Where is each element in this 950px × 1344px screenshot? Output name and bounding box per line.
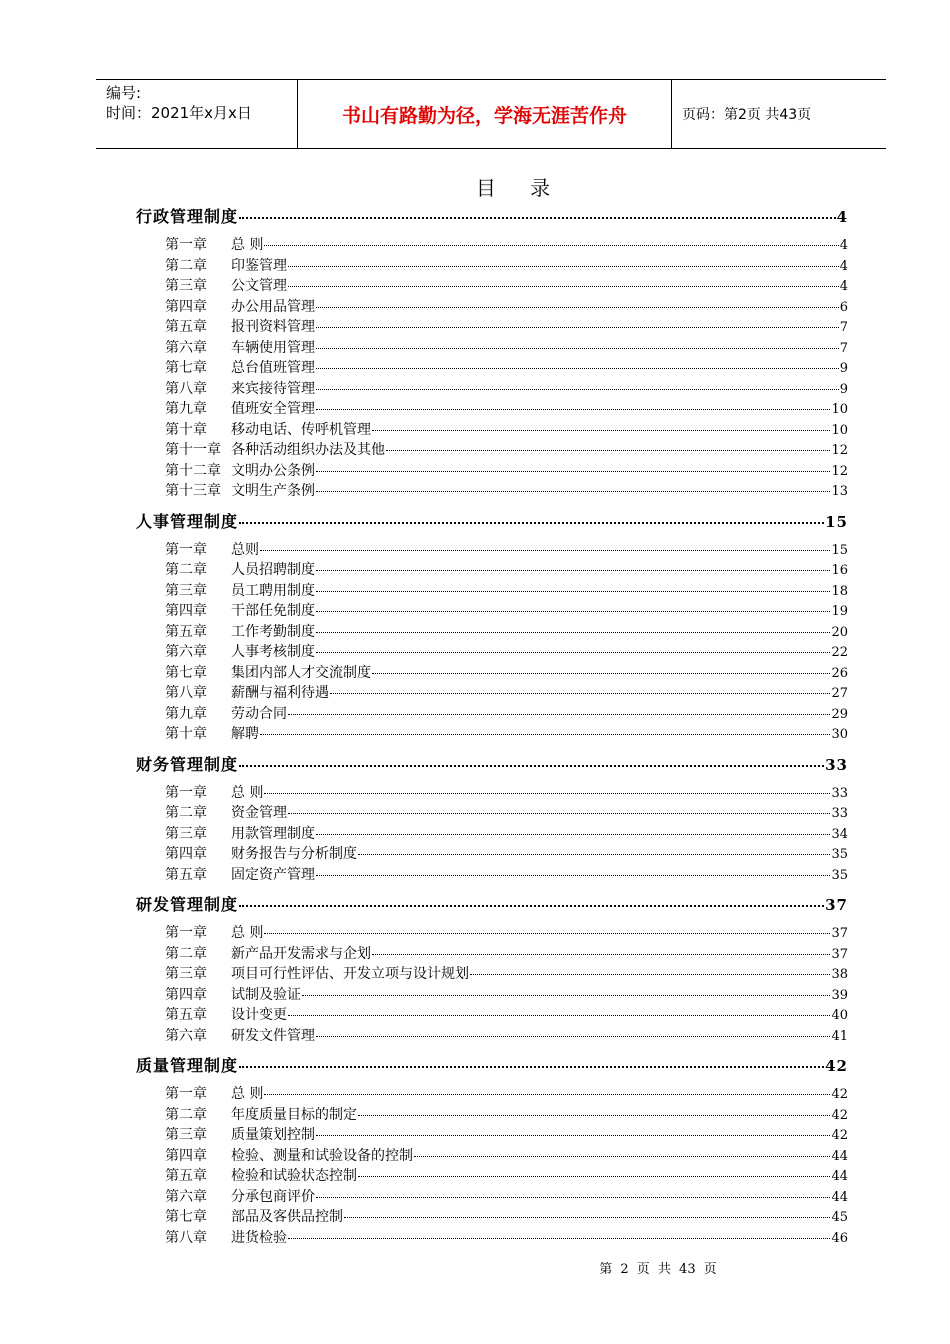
toc-chapter-entry[interactable] [136, 419, 848, 440]
chapter-number: 第九章 [165, 401, 207, 417]
chapter-number: 第十章 [165, 726, 207, 742]
section-page-number: 37 [825, 896, 848, 914]
dot-leader [316, 834, 830, 835]
section-page-number: 42 [825, 1057, 848, 1075]
dot-leader [264, 793, 830, 794]
toc-chapter-entry[interactable] [136, 480, 848, 501]
dot-leader [470, 974, 830, 975]
chapter-page-number: 19 [831, 604, 848, 619]
chapter-page-number: 35 [831, 867, 848, 883]
dot-leader [316, 409, 830, 410]
toc-chapter-entry[interactable] [136, 275, 848, 296]
dot-leader [239, 1066, 824, 1068]
chapter-title: 分承包商评价 [231, 1188, 315, 1205]
section-spacer [136, 744, 848, 752]
chapter-number: 第三章 [165, 825, 207, 842]
dot-leader [316, 471, 830, 472]
dot-leader [260, 734, 830, 735]
chapter-page-number: 13 [831, 484, 848, 499]
section-title: 财务管理制度 [136, 754, 239, 774]
chapter-number: 第三章 [165, 1127, 207, 1143]
chapter-page-number: 6 [839, 299, 848, 315]
chapter-number: 第二章 [165, 945, 207, 962]
chapter-title: 报刊资料管理 [231, 319, 315, 335]
toc-chapter-entry[interactable] [136, 1227, 848, 1248]
chapter-page-number: 34 [831, 826, 848, 842]
toc-section-entry[interactable] [136, 892, 848, 922]
chapter-title: 公文管理 [231, 278, 287, 294]
chapter-page-number: 4 [839, 238, 848, 253]
toc-section-entry[interactable] [136, 752, 848, 782]
dot-leader [316, 389, 839, 390]
chapter-number: 第二章 [165, 562, 207, 578]
dot-leader [330, 693, 830, 694]
chapter-page-number: 26 [831, 665, 848, 681]
section-spacer [136, 884, 848, 892]
chapter-number: 第十章 [165, 421, 207, 438]
chapter-number: 第五章 [165, 1168, 207, 1184]
chapter-number: 第四章 [165, 298, 207, 315]
chapter-number: 第一章 [165, 237, 207, 253]
chapter-page-number: 39 [831, 987, 848, 1003]
table-of-contents [136, 204, 848, 1255]
toc-chapter-entry[interactable] [136, 1186, 848, 1207]
chapter-number: 第十三章 [165, 483, 221, 499]
chapter-number: 第六章 [165, 339, 207, 356]
chapter-title: 来宾接待管理 [231, 380, 315, 397]
chapter-title: 总台值班管理 [231, 360, 315, 376]
toc-section-entry[interactable] [136, 509, 848, 539]
chapter-number: 第三章 [165, 582, 207, 599]
toc-chapter-entry[interactable] [136, 782, 848, 803]
section-title: 质量管理制度 [136, 1056, 239, 1075]
chapter-number: 第十一章 [165, 442, 221, 458]
chapter-title: 薪酬与福利待遇 [231, 685, 329, 701]
page-header [96, 79, 886, 149]
toc-chapter-entry[interactable] [136, 580, 848, 601]
chapter-number: 第一章 [165, 541, 207, 558]
chapter-title: 员工聘用制度 [231, 582, 315, 599]
chapter-number: 第五章 [165, 866, 207, 883]
dot-leader [302, 995, 830, 996]
dot-leader [264, 245, 838, 246]
chapter-title: 工作考勤制度 [231, 623, 315, 640]
toc-section-entry[interactable] [136, 1053, 848, 1083]
chapter-page-number: 12 [831, 443, 848, 458]
dot-leader [264, 933, 830, 934]
chapter-page-number: 29 [831, 706, 848, 722]
chapter-title: 用款管理制度 [231, 825, 315, 842]
header-info-cell [96, 80, 298, 148]
chapter-title: 研发文件管理 [231, 1027, 315, 1044]
dot-leader [316, 611, 830, 612]
chapter-number: 第七章 [165, 1209, 207, 1225]
chapter-page-number: 42 [831, 1087, 848, 1102]
toc-chapter-entry[interactable] [136, 1165, 848, 1186]
dot-leader [316, 1135, 830, 1136]
toc-chapter-entry[interactable] [136, 943, 848, 964]
toc-chapter-entry[interactable] [136, 600, 848, 621]
section-spacer [136, 501, 848, 509]
toc-chapter-entry[interactable] [136, 843, 848, 864]
chapter-title: 总 则 [231, 237, 264, 253]
chapter-page-number: 33 [831, 806, 848, 821]
toc-chapter-entry[interactable] [136, 802, 848, 823]
toc-chapter-entry[interactable] [136, 559, 848, 580]
chapter-page-number: 33 [831, 785, 848, 801]
dot-leader [260, 550, 830, 551]
chapter-title: 各种活动组织办法及其他 [231, 442, 385, 458]
chapter-page-number: 20 [831, 624, 848, 640]
toc-chapter-entry[interactable] [136, 621, 848, 642]
section-title: 人事管理制度 [136, 511, 239, 531]
toc-chapter-entry[interactable] [136, 1206, 848, 1227]
section-page-number: 4 [836, 208, 848, 226]
dot-leader [316, 591, 830, 592]
dot-leader [372, 673, 830, 674]
dot-leader [316, 491, 830, 492]
dot-leader [239, 905, 824, 907]
dot-leader [288, 1238, 830, 1239]
toc-chapter-entry[interactable] [136, 460, 848, 481]
toc-chapter-entry[interactable] [136, 1083, 848, 1104]
toc-chapter-entry[interactable] [136, 984, 848, 1005]
chapter-title: 项目可行性评估、开发立项与设计规划 [231, 966, 469, 982]
chapter-page-number: 45 [831, 1210, 848, 1225]
chapter-title: 文明办公条例 [231, 462, 315, 479]
chapter-number: 第六章 [165, 1027, 207, 1044]
dot-leader [316, 327, 839, 328]
dot-leader [316, 348, 839, 349]
chapter-number: 第二章 [165, 257, 207, 274]
chapter-title: 人员招聘制度 [231, 562, 315, 578]
header-page-label: 页码：第2页 共43页 [682, 107, 812, 123]
chapter-title: 进货检验 [231, 1229, 287, 1246]
toc-chapter-entry[interactable] [136, 641, 848, 662]
toc-section-entry[interactable] [136, 204, 848, 234]
chapter-page-number: 40 [831, 1008, 848, 1023]
time-label: 时间：2021年x月x日 [106, 104, 252, 122]
dot-leader [316, 1036, 830, 1037]
chapter-title: 总 则 [231, 784, 264, 801]
dot-leader [316, 1197, 830, 1198]
chapter-number: 第五章 [165, 1007, 207, 1023]
toc-chapter-entry[interactable] [136, 662, 848, 683]
toc-chapter-entry[interactable] [136, 723, 848, 744]
toc-chapter-entry[interactable] [136, 316, 848, 337]
toc-chapter-entry[interactable] [136, 357, 848, 378]
chapter-number: 第十二章 [165, 462, 221, 479]
chapter-page-number: 42 [831, 1107, 848, 1123]
chapter-page-number: 37 [831, 926, 848, 941]
toc-chapter-entry[interactable] [136, 439, 848, 460]
chapter-title: 部品及客供品控制 [231, 1209, 343, 1225]
chapter-number: 第二章 [165, 805, 207, 821]
chapter-page-number: 9 [839, 381, 848, 397]
dot-leader [358, 1115, 830, 1116]
chapter-title: 检验、测量和试验设备的控制 [231, 1147, 413, 1164]
page-footer: 第 2 页 共 43 页 [599, 1262, 717, 1277]
chapter-title: 试制及验证 [231, 986, 301, 1003]
dot-leader [288, 813, 830, 814]
toc-chapter-entry[interactable] [136, 682, 848, 703]
chapter-page-number: 12 [831, 463, 848, 479]
chapter-title: 文明生产条例 [231, 483, 315, 499]
chapter-title: 资金管理 [231, 805, 287, 821]
header-page-cell [672, 80, 886, 148]
chapter-title: 人事考核制度 [231, 644, 315, 660]
dot-leader [288, 266, 839, 267]
dot-leader [316, 652, 830, 653]
dot-leader [414, 1156, 830, 1157]
chapter-number: 第八章 [165, 1229, 207, 1246]
chapter-page-number: 44 [831, 1169, 848, 1184]
chapter-number: 第三章 [165, 966, 207, 982]
dot-leader [358, 854, 830, 855]
chapter-title: 办公用品管理 [231, 298, 315, 315]
chapter-number: 第四章 [165, 1147, 207, 1164]
chapter-title: 解聘 [231, 726, 259, 742]
section-title: 研发管理制度 [136, 895, 239, 914]
section-spacer [136, 1045, 848, 1053]
chapter-number: 第一章 [165, 925, 207, 941]
chapter-page-number: 9 [839, 361, 848, 376]
dot-leader [239, 522, 824, 524]
chapter-page-number: 38 [831, 967, 848, 982]
section-page-number: 15 [825, 512, 848, 531]
chapter-title: 设计变更 [231, 1007, 287, 1023]
chapter-page-number: 4 [839, 279, 848, 294]
dot-leader [316, 632, 830, 633]
toc-chapter-entry[interactable] [136, 1124, 848, 1145]
chapter-page-number: 22 [831, 645, 848, 660]
chapter-page-number: 18 [831, 583, 848, 599]
chapter-title: 检验和试验状态控制 [231, 1168, 357, 1184]
dot-leader [372, 954, 830, 955]
toc-chapter-entry[interactable] [136, 1025, 848, 1046]
chapter-number: 第一章 [165, 784, 207, 801]
chapter-title: 固定资产管理 [231, 866, 315, 883]
chapter-page-number: 37 [831, 946, 848, 962]
toc-chapter-entry[interactable] [136, 922, 848, 943]
toc-chapter-entry[interactable] [136, 703, 848, 724]
chapter-number: 第七章 [165, 360, 207, 376]
section-spacer [136, 1247, 848, 1255]
chapter-page-number: 27 [831, 686, 848, 701]
chapter-title: 值班安全管理 [231, 401, 315, 417]
dot-leader [316, 368, 839, 369]
chapter-page-number: 7 [839, 320, 848, 335]
dot-leader [288, 1015, 830, 1016]
chapter-page-number: 44 [831, 1189, 848, 1205]
chapter-title: 集团内部人才交流制度 [231, 664, 371, 681]
dot-leader [316, 307, 839, 308]
header-motto-cell [298, 80, 672, 148]
chapter-title: 质量策划控制 [231, 1127, 315, 1143]
toc-chapter-entry[interactable] [136, 378, 848, 399]
toc-chapter-entry[interactable] [136, 398, 848, 419]
dot-leader [358, 1176, 830, 1177]
toc-chapter-entry[interactable] [136, 255, 848, 276]
chapter-title: 总 则 [231, 1086, 264, 1102]
chapter-number: 第一章 [165, 1086, 207, 1102]
chapter-title: 印鉴管理 [231, 257, 287, 274]
chapter-title: 新产品开发需求与企划 [231, 945, 371, 962]
dot-leader [239, 765, 824, 767]
dot-leader [288, 714, 830, 715]
chapter-page-number: 10 [831, 402, 848, 417]
chapter-page-number: 7 [839, 340, 848, 356]
dot-leader [386, 450, 830, 451]
chapter-title: 干部任免制度 [231, 603, 315, 619]
toc-chapter-entry[interactable] [136, 963, 848, 984]
chapter-number: 第六章 [165, 1188, 207, 1205]
toc-chapter-entry[interactable] [136, 1104, 848, 1125]
chapter-number: 第九章 [165, 705, 207, 722]
chapter-page-number: 15 [831, 542, 848, 558]
chapter-page-number: 16 [831, 563, 848, 578]
toc-chapter-entry[interactable] [136, 864, 848, 885]
dot-leader [264, 1094, 830, 1095]
dot-leader [316, 875, 830, 876]
dot-leader [344, 1217, 830, 1218]
chapter-number: 第七章 [165, 664, 207, 681]
toc-chapter-entry[interactable] [136, 823, 848, 844]
chapter-title: 车辆使用管理 [231, 339, 315, 356]
chapter-title: 总 则 [231, 925, 264, 941]
dot-leader [316, 570, 830, 571]
toc-chapter-entry[interactable] [136, 539, 848, 560]
dot-leader [372, 430, 830, 431]
chapter-number: 第四章 [165, 846, 207, 862]
chapter-title: 劳动合同 [231, 705, 287, 722]
toc-chapter-entry[interactable] [136, 1145, 848, 1166]
header-motto: 书山有路勤为径，学海无涯苦作舟 [341, 104, 627, 127]
chapter-page-number: 30 [831, 727, 848, 742]
chapter-number: 第五章 [165, 319, 207, 335]
section-title: 行政管理制度 [136, 207, 239, 226]
chapter-number: 第八章 [165, 685, 207, 701]
chapter-page-number: 44 [831, 1148, 848, 1164]
chapter-number: 第八章 [165, 380, 207, 397]
toc-chapter-entry[interactable] [136, 234, 848, 255]
chapter-page-number: 41 [831, 1028, 848, 1044]
toc-chapter-entry[interactable] [136, 337, 848, 358]
chapter-number: 第四章 [165, 986, 207, 1003]
chapter-title: 总则 [231, 541, 259, 558]
chapter-page-number: 10 [831, 422, 848, 438]
chapter-page-number: 4 [839, 258, 848, 274]
chapter-page-number: 42 [831, 1128, 848, 1143]
chapter-number: 第三章 [165, 278, 207, 294]
chapter-title: 移动电话、传呼机管理 [231, 421, 371, 438]
dot-leader [239, 217, 836, 219]
chapter-number: 第五章 [165, 623, 207, 640]
chapter-page-number: 46 [831, 1230, 848, 1246]
section-page-number: 33 [825, 755, 848, 774]
chapter-title: 财务报告与分析制度 [231, 846, 357, 862]
dot-leader [288, 286, 839, 287]
toc-chapter-entry[interactable] [136, 1004, 848, 1025]
chapter-page-number: 35 [831, 847, 848, 862]
chapter-number: 第四章 [165, 603, 207, 619]
chapter-number: 第二章 [165, 1106, 207, 1123]
serial-label: 编号: [106, 84, 142, 102]
toc-title: 目 录 [475, 176, 565, 200]
chapter-number: 第六章 [165, 644, 207, 660]
chapter-title: 年度质量目标的制定 [231, 1106, 357, 1123]
toc-chapter-entry[interactable] [136, 296, 848, 317]
